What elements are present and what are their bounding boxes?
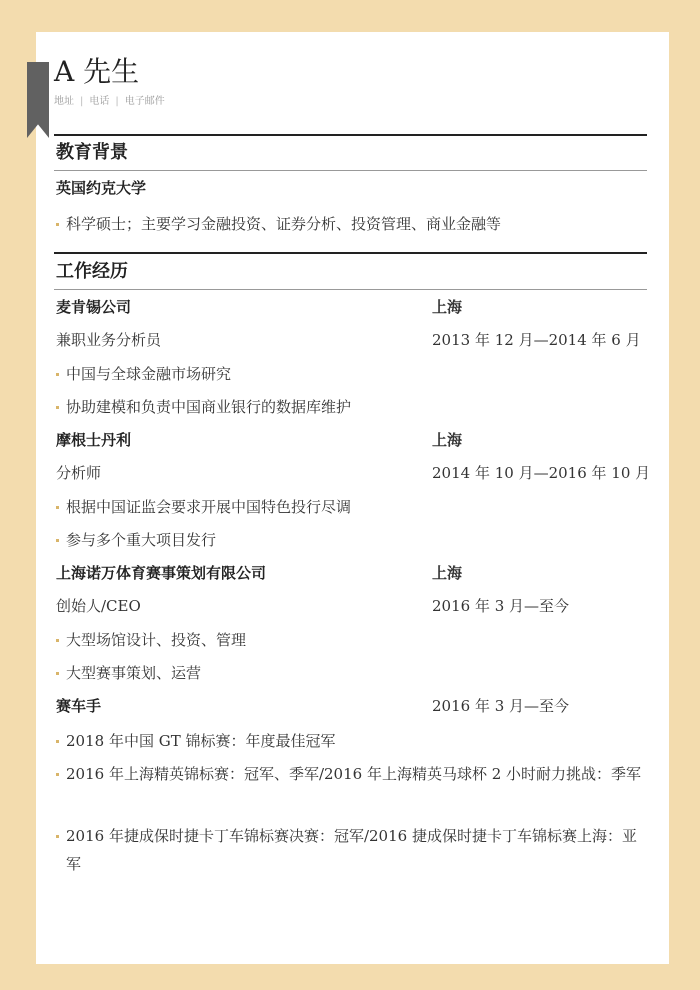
contact-email: 电子邮件 (124, 96, 165, 107)
job-bullet: 2016 年上海精英锦标赛：冠军、季军/2016 年上海精英马球杯 2 小时耐力挑战：季军 (56, 760, 646, 788)
job-location: 上海 (432, 564, 463, 582)
job-period: 2013 年 12 月—2014 年 6 月 (432, 331, 641, 349)
job-bullet: 参与多个重大项目发行 (56, 529, 646, 551)
job-bullet: 2016 年捷成保时捷卡丁车锦标赛决赛：冠军/2016 捷成保时捷卡丁车锦标赛上海：亚军 (56, 822, 646, 878)
job-period: 2014 年 10 月—2016 年 10 月 (432, 464, 651, 482)
bookmark-ribbon-icon (27, 62, 49, 138)
education-rule (54, 134, 647, 136)
job-role: 分析师 (56, 464, 102, 482)
job-role: 兼职业务分析员 (56, 331, 162, 349)
job-period: 2016 年 3 月—至今 (432, 597, 570, 615)
education-detail: 科学硕士；主要学习金融投资、证券分析、投资管理、商业金融等 (56, 213, 646, 235)
work-rule (54, 252, 647, 254)
job-location: 上海 (432, 431, 463, 449)
work-divider (54, 289, 647, 290)
job-location: 上海 (432, 298, 463, 316)
job-bullet: 根据中国证监会要求开展中国特色投行尽调 (56, 496, 646, 518)
job-company: 上海诺万体育赛事策划有限公司 (56, 564, 267, 582)
work-heading: 工作经历 (56, 261, 128, 282)
job-company: 赛车手 (56, 697, 102, 715)
job-bullet: 大型场馆设计、投资、管理 (56, 629, 646, 651)
job-company: 摩根士丹利 (56, 431, 132, 449)
job-bullet: 中国与全球金融市场研究 (56, 363, 646, 385)
resume-page (36, 32, 669, 964)
job-company: 麦肯锡公司 (56, 298, 132, 316)
job-bullet: 2018 年中国 GT 锦标赛：年度最佳冠军 (56, 730, 646, 752)
contact-address: 地址 (54, 96, 74, 107)
education-divider (54, 170, 647, 171)
job-role: 创始人/CEO (56, 597, 141, 615)
job-period: 2016 年 3 月—至今 (432, 697, 570, 715)
contact-phone: 电话 (89, 96, 110, 107)
education-heading: 教育背景 (56, 142, 128, 163)
contact-line: 地址 | 电话 | 电子邮件 (54, 96, 165, 107)
school-name: 英国约克大学 (56, 179, 147, 197)
candidate-name: A 先生 (54, 55, 140, 88)
job-bullet: 大型赛事策划、运营 (56, 662, 646, 684)
job-bullet: 协助建模和负责中国商业银行的数据库维护 (56, 396, 646, 418)
